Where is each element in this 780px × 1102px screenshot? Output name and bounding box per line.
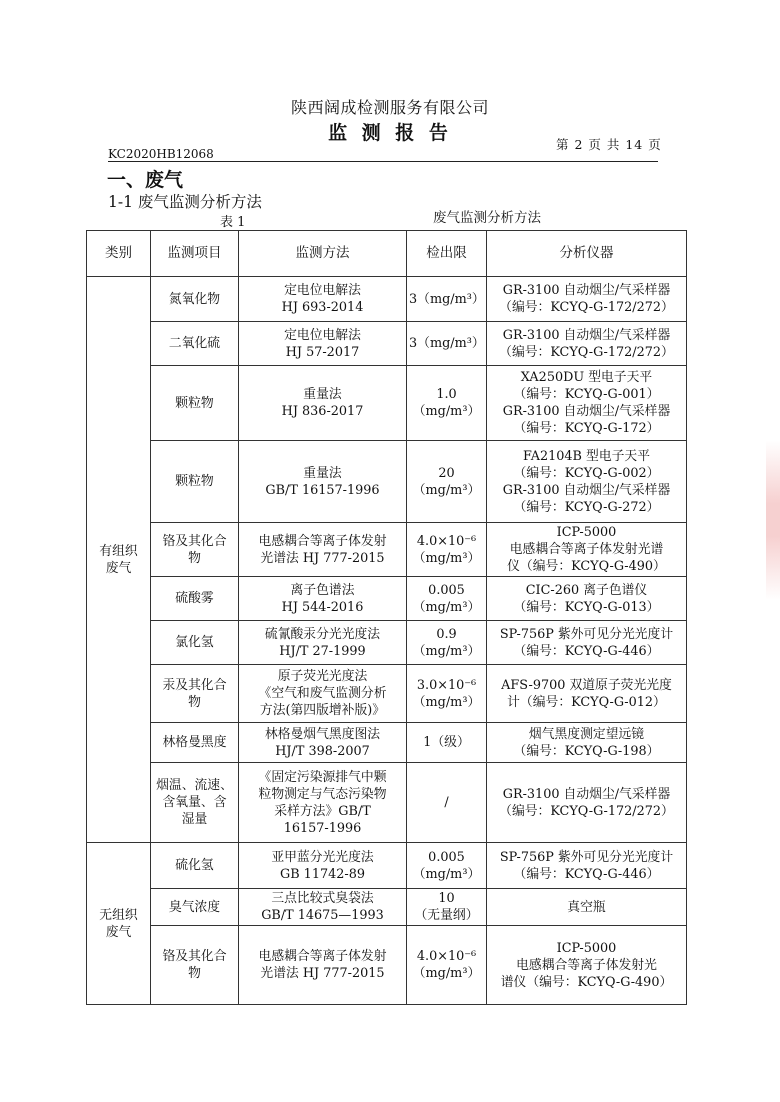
section-subtitle: 1-1 废气监测分析方法 — [108, 193, 262, 211]
header-method: 监测方法 — [239, 231, 407, 277]
header-divider — [108, 161, 658, 162]
cell-line: 谱仪（编号：KCYQ-G-490） — [500, 974, 673, 990]
cell-line: GR-3100 自动烟尘/气采样器 — [502, 283, 671, 298]
method-cell — [239, 366, 407, 441]
cell-line: 烟气黑度测定望远镜 — [528, 726, 645, 742]
cell-line: 1.0 — [436, 387, 457, 402]
cell-line: GR-3100 自动烟尘/气采样器 — [502, 786, 671, 802]
instrument-cell — [487, 763, 687, 843]
item-cell — [151, 577, 239, 621]
limit-cell — [407, 889, 487, 926]
item-cell — [151, 843, 239, 889]
cell-line: 0.9 — [436, 626, 457, 642]
cell-line: （编号：KCYQ-G-446） — [513, 643, 660, 659]
cell-line: 电感耦合等离子体发射 — [258, 533, 387, 549]
cell-line: （编号：KCYQ-G-013） — [513, 599, 660, 615]
cell-line: 废气 — [105, 924, 132, 940]
cell-line: SP-756P 紫外可见分光光度计 — [499, 626, 674, 642]
item-cell — [151, 665, 239, 723]
limit-cell — [407, 843, 487, 889]
cell-line: 电感耦合等离子体发射光谱 — [509, 542, 664, 557]
method-cell — [239, 277, 407, 322]
method-cell — [239, 665, 407, 723]
instrument-cell — [487, 577, 687, 621]
table-row — [87, 322, 687, 366]
limit-cell — [407, 277, 487, 322]
cell-line: 原子荧光光度法 — [277, 669, 368, 684]
table-row — [87, 763, 687, 843]
cell-line: （编号：KCYQ-G-446） — [513, 866, 660, 882]
table-row — [87, 723, 687, 763]
cell-line: ICP-5000 — [556, 525, 617, 540]
cell-line: 颗粒物 — [175, 474, 214, 489]
cell-line: （mg/m³） — [412, 966, 481, 981]
cell-line: 3（mg/m³） — [409, 336, 485, 351]
instrument-cell — [487, 366, 687, 441]
limit-cell — [407, 665, 487, 723]
cell-line: 0.005 — [428, 849, 465, 865]
cell-line: 铬及其化合 — [162, 949, 227, 964]
method-cell — [239, 322, 407, 366]
cell-line: HJ 693-2014 — [281, 300, 364, 315]
cell-line: （无量纲） — [414, 908, 479, 923]
cell-line: 硫化氢 — [175, 858, 214, 873]
cell-line: （编号：KCYQ-G-002） — [513, 465, 660, 481]
cell-line: GB/T 16157-1996 — [265, 482, 380, 498]
method-cell — [239, 621, 407, 665]
cell-line: （mg/m³） — [412, 550, 481, 566]
cell-line: 4.0×10⁻⁶ — [416, 533, 477, 549]
cell-line: 重量法 — [303, 465, 342, 481]
cell-line: 离子色谱法 — [290, 582, 355, 598]
item-cell — [151, 723, 239, 763]
cell-line: 《空气和废气监测分析 — [258, 686, 387, 701]
cell-line: SP-756P 紫外可见分光光度计 — [499, 849, 674, 865]
cell-line: （mg/m³） — [412, 694, 481, 710]
instrument-cell — [487, 926, 687, 1005]
cell-line: 定电位电解法 — [284, 283, 361, 298]
cell-line: 20 — [438, 465, 455, 481]
item-cell — [151, 763, 239, 843]
cell-line: 臭气浓度 — [168, 899, 221, 915]
header-category: 类别 — [87, 231, 151, 277]
cell-line: 电感耦合等离子体发射 — [258, 949, 387, 964]
cell-line: 亚甲蓝分光光度法 — [271, 849, 374, 865]
report-number: KC2020HB12068 — [108, 147, 214, 161]
cell-line: 烟温、流速、 — [156, 778, 233, 793]
method-cell — [239, 441, 407, 523]
item-cell — [151, 366, 239, 441]
cell-line: 氯化氢 — [175, 635, 214, 650]
cell-line: 林格曼黑度 — [162, 735, 227, 750]
cell-line: 氮氧化物 — [168, 291, 221, 307]
item-cell — [151, 889, 239, 926]
table-body — [87, 277, 687, 1005]
table-row — [87, 843, 687, 889]
cell-line: （编号：KCYQ-G-272） — [513, 499, 660, 515]
cell-line: GB 11742-89 — [279, 866, 365, 882]
cell-line: （编号：KCYQ-G-172/272） — [499, 344, 674, 360]
method-cell — [239, 723, 407, 763]
method-cell — [239, 577, 407, 621]
cell-line: 定电位电解法 — [284, 327, 361, 343]
instrument-cell — [487, 441, 687, 523]
item-cell — [151, 441, 239, 523]
instrument-cell — [487, 889, 687, 926]
cell-line: 有组织 — [99, 543, 138, 559]
cell-line: HJ 57-2017 — [285, 344, 360, 360]
limit-cell — [407, 926, 487, 1005]
limit-cell — [407, 523, 487, 577]
limit-cell — [407, 723, 487, 763]
item-cell — [151, 523, 239, 577]
seal-stamp-edge — [766, 440, 780, 600]
limit-cell — [407, 441, 487, 523]
cell-line: 湿量 — [181, 812, 208, 827]
table-row — [87, 665, 687, 723]
cell-line: 粒物测定与气态污染物 — [258, 786, 387, 802]
cell-line: 无组织 — [99, 907, 138, 923]
item-cell — [151, 322, 239, 366]
method-cell — [239, 889, 407, 926]
header-limit: 检出限 — [407, 231, 487, 277]
cell-line: GR-3100 自动烟尘/气采样器 — [502, 327, 671, 343]
cell-line: 方法(第四版增补版)》 — [259, 703, 386, 718]
cell-line: （编号：KCYQ-G-198） — [513, 743, 660, 759]
cell-line: （mg/m³） — [412, 482, 481, 498]
cell-line: 1（级） — [423, 735, 470, 750]
cell-line: 物 — [188, 966, 201, 981]
instrument-cell — [487, 843, 687, 889]
cell-line: （编号：KCYQ-G-172/272） — [499, 300, 674, 315]
cell-line: 汞及其化合 — [162, 677, 227, 693]
instrument-cell — [487, 723, 687, 763]
cell-line: 光谱法 HJ 777-2015 — [260, 550, 385, 566]
table-row — [87, 621, 687, 665]
cell-line: 电感耦合等离子体发射光 — [516, 957, 657, 973]
page-number: 第 2 页 共 14 页 — [556, 137, 662, 152]
table-row — [87, 441, 687, 523]
item-cell — [151, 277, 239, 322]
cell-line: 废气 — [105, 560, 132, 576]
item-cell — [151, 926, 239, 1005]
cell-line: ICP-5000 — [556, 940, 617, 956]
cell-line: 林格曼烟气黑度图法 — [264, 726, 381, 742]
table-row — [87, 523, 687, 577]
method-cell — [239, 843, 407, 889]
cell-line: （编号：KCYQ-G-172） — [513, 421, 660, 436]
table-number: 表 1 — [220, 215, 246, 230]
cell-line: 4.0×10⁻⁶ — [416, 949, 477, 964]
cell-line: 硫氰酸汞分光光度法 — [264, 626, 381, 642]
limit-cell — [407, 322, 487, 366]
instrument-cell — [487, 523, 687, 577]
cell-line: 0.005 — [428, 582, 465, 598]
cell-line: / — [444, 795, 449, 810]
item-cell — [151, 621, 239, 665]
cell-line: 重量法 — [303, 387, 342, 402]
cell-line: （编号：KCYQ-G-001） — [513, 387, 660, 402]
cell-line: （mg/m³） — [412, 404, 481, 419]
cell-line: 物 — [188, 694, 201, 710]
cell-line: 3（mg/m³） — [409, 291, 485, 307]
table-row — [87, 577, 687, 621]
limit-cell — [407, 577, 487, 621]
limit-cell — [407, 366, 487, 441]
method-cell — [239, 926, 407, 1005]
header-item: 监测项目 — [151, 231, 239, 277]
header-instrument: 分析仪器 — [487, 231, 687, 277]
cell-line: 计（编号：KCYQ-G-012） — [507, 694, 666, 710]
table-caption: 废气监测分析方法 — [433, 210, 541, 226]
limit-cell — [407, 763, 487, 843]
instrument-cell — [487, 621, 687, 665]
cell-line: 3.0×10⁻⁶ — [416, 677, 477, 693]
cell-line: （mg/m³） — [412, 866, 481, 882]
instrument-cell — [487, 665, 687, 723]
instrument-cell — [487, 277, 687, 322]
cell-line: 16157-1996 — [283, 820, 362, 836]
instrument-cell — [487, 322, 687, 366]
table-row — [87, 889, 687, 926]
cell-line: HJ/T 27-1999 — [279, 643, 366, 659]
section-title: 一、废气 — [107, 169, 184, 191]
table-row — [87, 366, 687, 441]
cell-line: AFS-9700 双道原子荧光光度 — [501, 677, 672, 693]
cell-line: 颗粒物 — [175, 395, 214, 411]
cell-line: 二氧化硫 — [168, 336, 221, 351]
cell-line: 三点比较式臭袋法 — [271, 891, 374, 906]
cell-line: 仪（编号：KCYQ-G-490） — [507, 559, 666, 574]
cell-line: GR-3100 自动烟尘/气采样器 — [502, 404, 671, 419]
cell-line: CIC-260 离子色谱仪 — [525, 582, 648, 598]
method-cell — [239, 763, 407, 843]
cell-line: GR-3100 自动烟尘/气采样器 — [502, 482, 671, 498]
cell-line: （mg/m³） — [412, 643, 481, 659]
limit-cell — [407, 621, 487, 665]
cell-line: GB/T 14675—1993 — [261, 908, 384, 923]
cell-line: HJ/T 398-2007 — [275, 743, 370, 759]
cell-line: （编号：KCYQ-G-172/272） — [499, 803, 674, 819]
cell-line: 铬及其化合 — [162, 533, 227, 549]
table-row — [87, 277, 687, 322]
company-name: 陕西阔成检测服务有限公司 — [290, 98, 489, 117]
cell-line: （mg/m³） — [412, 599, 481, 615]
cell-line: HJ 836-2017 — [281, 404, 364, 419]
cell-line: 真空瓶 — [567, 899, 606, 915]
cell-line: 含氧量、含 — [162, 795, 227, 810]
cell-line: 采样方法》GB/T — [274, 803, 371, 819]
category-cell — [87, 843, 151, 1005]
table-row — [87, 926, 687, 1005]
cell-line: 10 — [438, 891, 455, 906]
analysis-methods-table — [86, 230, 687, 1005]
cell-line: 物 — [188, 550, 201, 566]
cell-line: HJ 544-2016 — [281, 599, 364, 615]
table-header-row — [87, 231, 687, 277]
method-cell — [239, 523, 407, 577]
cell-line: 《固定污染源排气中颗 — [258, 769, 387, 785]
report-title: 监 测 报 告 — [328, 122, 452, 144]
category-cell — [87, 277, 151, 843]
cell-line: XA250DU 型电子天平 — [520, 370, 653, 385]
cell-line: 硫酸雾 — [175, 591, 214, 606]
cell-line: 光谱法 HJ 777-2015 — [260, 966, 385, 981]
cell-line: FA2104B 型电子天平 — [522, 448, 651, 464]
